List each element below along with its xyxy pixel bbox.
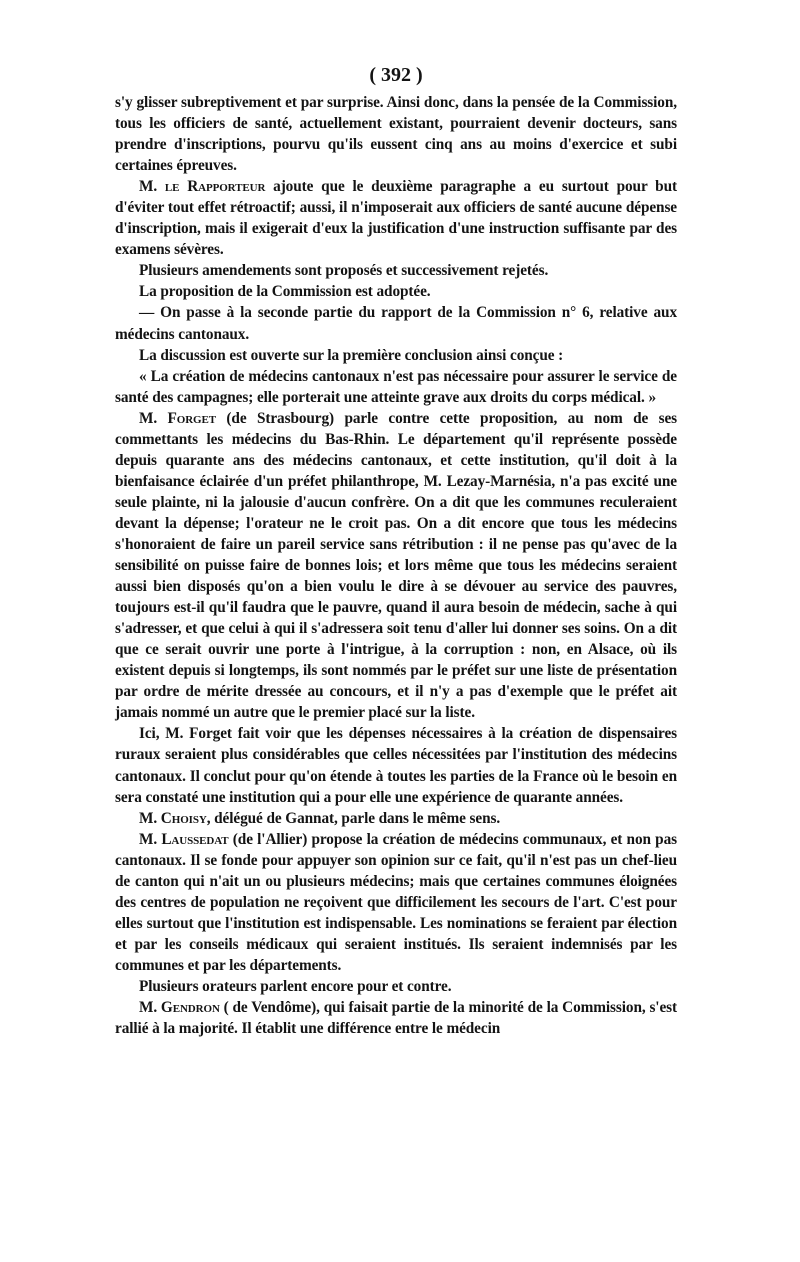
paragraph-text: , délégué de Gannat, parle dans le même sens. [206, 809, 501, 827]
speaker-name: M. Gendron [139, 999, 220, 1017]
body-text [115, 92, 677, 1039]
speaker-name: M. Forget [139, 409, 216, 427]
paragraph-text: (de l'Allier) propose la création de médecins communaux, et non pas cantonaux. Il se fonde pour appuyer son opinion sur ce fait, qu'il n'est pas un chef-lieu de canton qui n'ait un ou plusieurs médecins; mais que certaines communes éloignées des centres de population ne reçoivent que difficilement les secours de l'art. C'est pour elles surtout que l'institution est indispensable. Les nominations se feraient par élection et par les conseils médicaux qui seraient institués. Ils seraient indemnisés par les communes et par les départements. [115, 830, 677, 974]
paragraph-text: ajoute que le deuxième paragraphe a eu surtout pour but d'éviter tout effet rétroactif; aussi, il n'imposerait aux officiers de santé aucune dépense d'inscription, mais il exigerait d'eux la justification d'une instruction suffisante par des examens sévères. [115, 178, 677, 259]
paragraph-text: Plusieurs orateurs parlent encore pour et contre. [139, 977, 452, 995]
paragraph-orateurs [115, 976, 677, 997]
paragraph-seconde-partie [115, 302, 677, 344]
paragraph-text: (de Strasbourg) parle contre cette proposition, au nom de ses commettants les médecins du Bas-Rhin. Le département qu'il représente possède depuis quarante ans des médecins cantonaux, et cette institution, qu'il doit à la bienfaisance éclairée d'un préfet philanthrope, M. Lezay-Marnésia, n'a pas excité une seule plainte, ni la jalousie d'aucun confrère. On a dit que les communes reculeraient devant la dépense; l'orateur ne le croit pas. On a dit encore que tous les médecins s'honoraient de faire un pareil service sans rétribution : il ne pense pas qu'avec de la sensibilité on puisse faire de bonnes lois; et lors même que tous les médecins seraient aussi bien disposés qu'on a bien voulu le dire à se dévouer au service des pauvres, toujours est-il qu'il faudra que le pauvre, quand il aura besoin de médecin, sache à qui s'adresser, et que celui à qui il s'adressera soit tenu d'aller lui donner ses soins. On a dit que ce serait ouvrir une porte à l'intrigue, à la corruption : non, en Alsace, où ils existent depuis si longtemps, ils sont nommés par le préfet sur une liste de présentation par ordre de mérite dressée au concours, et il n'y a pas d'exemple que le préfet ait jamais nommé un autre que le premier placé sur la liste. [115, 409, 678, 722]
paragraph-adoption [115, 281, 677, 302]
paragraph-forget-suite [115, 723, 677, 807]
page-number: ( 392 ) [369, 64, 423, 86]
paragraph-forget [115, 408, 677, 724]
paragraph-text: Ici, M. Forget fait voir que les dépenses nécessaires à la création de dispensaires ruraux seraient plus considérables que celles nécessitées par l'institution des médecins cantonaux. Il conclut pour qu'on étende à toutes les parties de la France où le besoin en sera constaté une institution qui a pour elle une expérience de quarante années. [115, 725, 677, 806]
paragraph-amendements [115, 260, 677, 281]
paragraph-choisy [115, 808, 677, 829]
paragraph-text: Plusieurs amendements sont proposés et successivement rejetés. [139, 262, 549, 280]
paragraph-discussion [115, 345, 677, 366]
paragraph-text: s'y glisser subreptivement et par surprise. Ainsi donc, dans la pensée de la Commission, tous les officiers de santé, actuellement existant, pourraient devenir docteurs, sans prendre d'inscriptions, pourvu qu'ils eussent cinq ans au moins d'exercice et subi certaines épreuves. [115, 94, 677, 175]
document-page [115, 60, 677, 1039]
paragraph-rapporteur [115, 176, 677, 260]
paragraph-text: La proposition de la Commission est adoptée. [139, 283, 431, 301]
paragraph-text: ( de Vendôme), qui faisait partie de la minorité de la Commission, s'est rallié à la majorité. Il établit une différence entre le médecin [115, 999, 677, 1038]
paragraph-gendron [115, 997, 677, 1039]
speaker-name: M. le Rapporteur [139, 178, 266, 196]
paragraph-text: La discussion est ouverte sur la première conclusion ainsi conçue : [139, 346, 564, 364]
speaker-name: M. Laussedat [139, 830, 229, 848]
speaker-name: M. Choisy [139, 809, 207, 827]
paragraph-quotation [115, 366, 677, 408]
paragraph-laussedat [115, 829, 677, 976]
paragraph-continuation [115, 92, 677, 176]
paragraph-text: « La création de médecins cantonaux n'est pas nécessaire pour assurer le service de santé des campagnes; elle porterait une atteinte grave aux droits du corps médical. » [115, 367, 677, 406]
paragraph-text: — On passe à la seconde partie du rapport de la Commission n° 6, relative aux médecins cantonaux. [115, 304, 677, 343]
